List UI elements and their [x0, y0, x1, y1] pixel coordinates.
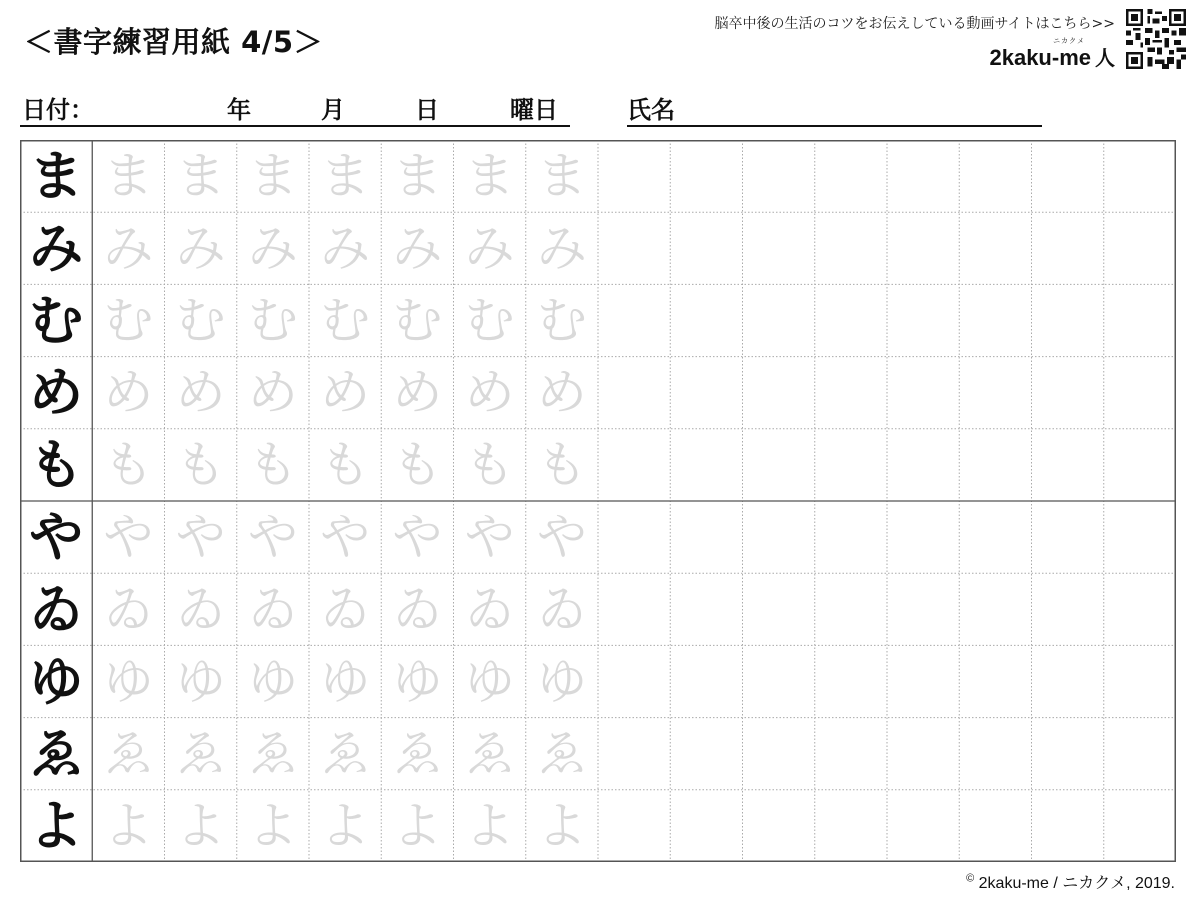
trace-character: ゑ — [103, 724, 154, 783]
trace-character: よ — [247, 796, 298, 855]
copyright-symbol: © — [966, 872, 975, 885]
trace-character: ま — [247, 147, 298, 206]
trace-character: ゐ — [175, 580, 226, 639]
model-character: よ — [29, 794, 84, 858]
trace-character: ゆ — [464, 652, 515, 711]
trace-character: む — [464, 291, 515, 350]
trace-character: ゆ — [175, 652, 226, 711]
trace-character: め — [103, 363, 154, 422]
trace-character: め — [464, 363, 515, 422]
trace-character: ゐ — [536, 580, 587, 639]
trace-character: め — [536, 363, 587, 422]
trace-character: め — [175, 363, 226, 422]
model-character: や — [29, 505, 84, 569]
model-character: も — [29, 433, 84, 497]
brand-ruby: ニカクメ — [1053, 38, 1085, 45]
promo-link[interactable]: 脳卒中後の生活のコツをお伝えしている動画サイトはこちら>> — [714, 16, 1115, 32]
trace-character: み — [103, 219, 154, 278]
trace-character: ゑ — [464, 724, 515, 783]
trace-character: ゑ — [175, 724, 226, 783]
trace-character: も — [103, 435, 154, 494]
brand-name: 2kaku-me — [989, 45, 1091, 70]
brand-logo[interactable] — [989, 38, 1115, 71]
model-character: ゐ — [29, 577, 84, 641]
trace-character: む — [103, 291, 154, 350]
trace-character: ゐ — [103, 580, 154, 639]
trace-character: よ — [392, 796, 443, 855]
trace-character: ゆ — [536, 652, 587, 711]
trace-character: ゆ — [103, 652, 154, 711]
trace-character: み — [247, 219, 298, 278]
copyright-text: 2kaku-me / ニカクメ, 2019. — [978, 875, 1175, 892]
model-character: ゆ — [29, 650, 84, 713]
trace-character: む — [175, 291, 226, 350]
trace-character: ゐ — [464, 580, 515, 639]
model-character: む — [29, 289, 84, 352]
trace-character: ゐ — [247, 580, 298, 639]
trace-character: ま — [320, 147, 371, 206]
trace-character: や — [175, 508, 226, 567]
trace-character: め — [392, 363, 443, 422]
model-character: め — [29, 361, 84, 425]
trace-character: ゐ — [320, 580, 371, 639]
trace-character: ゑ — [320, 724, 371, 783]
trace-character: み — [536, 219, 587, 278]
copyright — [966, 870, 1175, 893]
trace-character: や — [247, 508, 298, 567]
trace-character: め — [247, 363, 298, 422]
trace-character: も — [464, 435, 515, 494]
trace-character: も — [320, 435, 371, 494]
trace-character: も — [247, 435, 298, 494]
trace-character: ゑ — [392, 724, 443, 783]
name-field[interactable] — [627, 125, 1042, 127]
trace-character: よ — [103, 796, 154, 855]
day-label: 日 — [415, 96, 439, 124]
trace-character: ゐ — [392, 580, 443, 639]
trace-character: ま — [175, 147, 226, 206]
page-title: ＜書字練習用紙 4/5＞ — [24, 25, 324, 59]
date-label: 日付： — [22, 96, 94, 124]
trace-character: む — [247, 291, 298, 350]
trace-character: ゆ — [320, 652, 371, 711]
year-label: 年 — [227, 96, 251, 124]
trace-character: も — [392, 435, 443, 494]
trace-character: や — [536, 508, 587, 567]
trace-character: ゑ — [247, 724, 298, 783]
qr-code-icon[interactable] — [1126, 9, 1186, 69]
trace-character: よ — [320, 796, 371, 855]
trace-character: み — [392, 219, 443, 278]
trace-character: ま — [392, 147, 443, 206]
practice-grid — [20, 140, 1176, 862]
trace-character: ゆ — [247, 652, 298, 711]
month-label: 月 — [321, 96, 345, 124]
trace-character: や — [320, 508, 371, 567]
trace-character: む — [536, 291, 587, 350]
model-character: ゑ — [29, 722, 84, 786]
trace-character: ゑ — [536, 724, 587, 783]
trace-character: み — [320, 219, 371, 278]
trace-character: ま — [103, 147, 154, 206]
trace-character: よ — [536, 796, 587, 855]
trace-character: や — [464, 508, 515, 567]
trace-character: よ — [464, 796, 515, 855]
trace-character: む — [392, 291, 443, 350]
trace-character: ま — [464, 147, 515, 206]
model-character: み — [29, 216, 84, 280]
trace-character: め — [320, 363, 371, 422]
trace-character: も — [536, 435, 587, 494]
model-character: ま — [29, 144, 84, 208]
trace-character: も — [175, 435, 226, 494]
trace-character: ま — [536, 147, 587, 206]
trace-character: ゆ — [392, 652, 443, 711]
trace-character: み — [464, 219, 515, 278]
trace-character: よ — [175, 796, 226, 855]
trace-character: や — [392, 508, 443, 567]
person-icon: 人 — [1095, 48, 1115, 70]
trace-character: や — [103, 508, 154, 567]
date-field[interactable] — [20, 125, 570, 127]
name-label: 氏名 — [627, 96, 675, 124]
trace-character: み — [175, 219, 226, 278]
trace-character: む — [320, 291, 371, 350]
weekday-label: 曜日 — [510, 96, 558, 124]
